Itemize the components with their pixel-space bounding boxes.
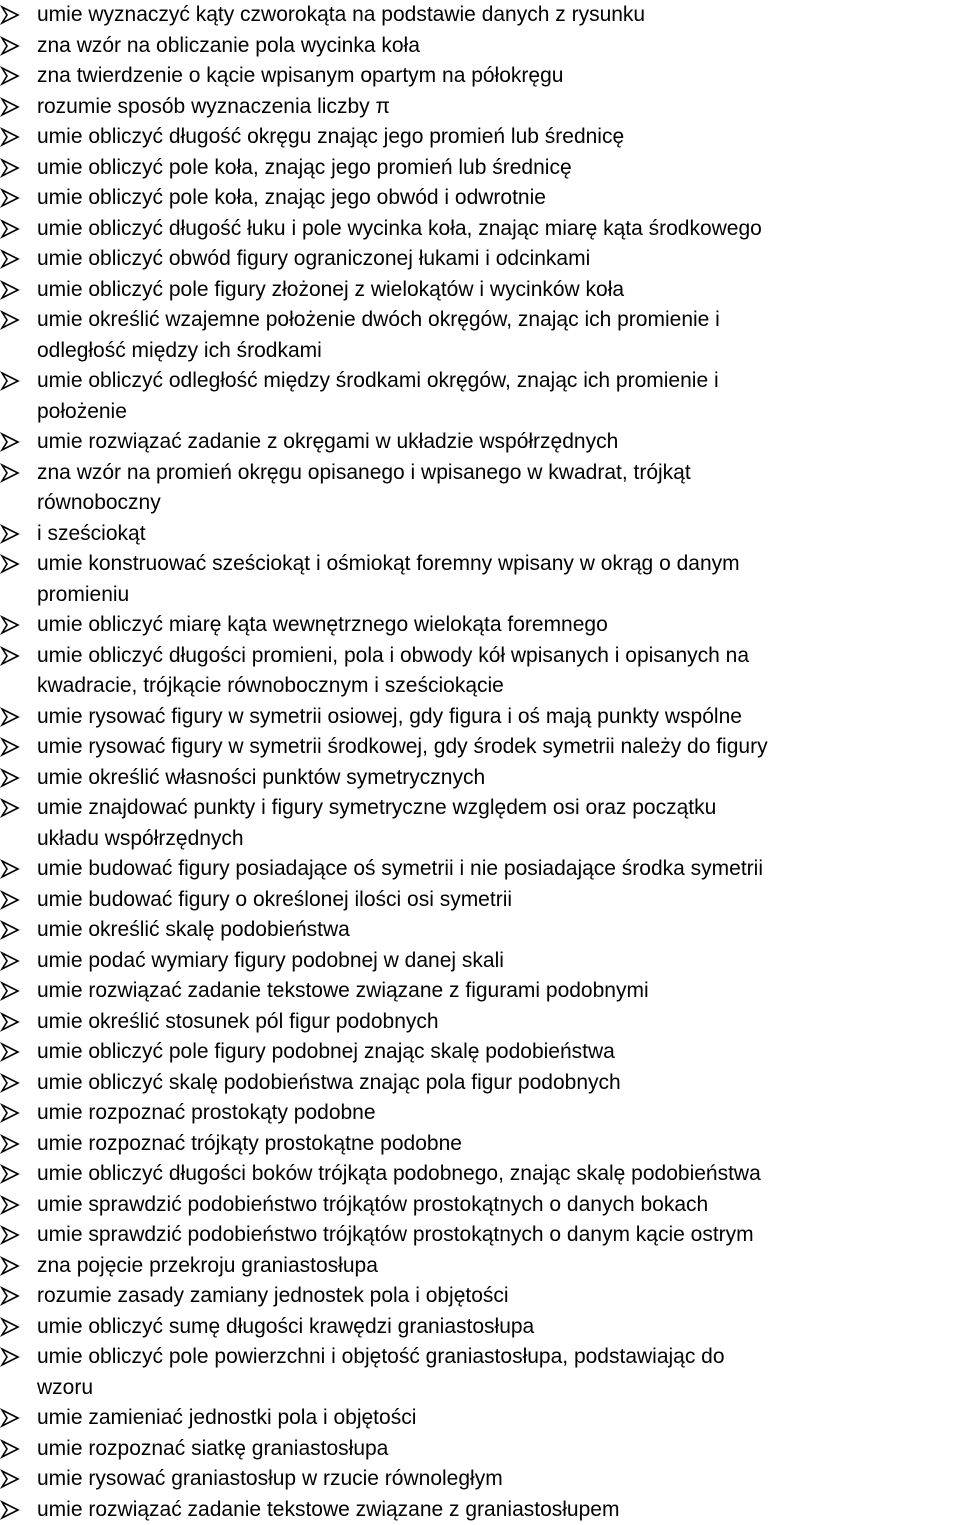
list-item (0, 885, 960, 916)
list-item (0, 92, 960, 123)
arrowhead-bullet-icon (0, 249, 20, 269)
arrowhead-bullet-icon (0, 890, 20, 910)
list-item (0, 549, 960, 580)
arrowhead-bullet-icon (0, 5, 20, 25)
arrowhead-bullet-icon (0, 1103, 20, 1123)
list-item-text: zna twierdzenie o kącie wpisanym opartym na półokręgu (37, 64, 564, 87)
list-item-text: równoboczny (37, 491, 161, 514)
list-item-text: umie sprawdzić podobieństwo trójkątów prostokątnych o danym kącie ostrym (37, 1223, 754, 1246)
list-item-continuation (0, 336, 960, 367)
list-item (0, 1037, 960, 1068)
list-item-continuation (0, 824, 960, 855)
list-item-text: umie określić stosunek pól figur podobnych (37, 1009, 439, 1033)
list-item-text: zna pojęcie przekroju graniastosłupa (37, 1253, 378, 1277)
list-item (0, 31, 960, 62)
arrowhead-bullet-icon (0, 280, 20, 300)
list-item-text: umie określić wzajemne położenie dwóch okręgów, znając ich promienie i (37, 308, 720, 331)
list-item-continuation (0, 1373, 960, 1404)
list-item (0, 702, 960, 733)
arrowhead-bullet-icon (0, 1012, 20, 1032)
arrowhead-bullet-icon (0, 1317, 20, 1337)
list-item-text: umie rozwiązać zadanie tekstowe związane z graniastosłupem (37, 1497, 620, 1521)
arrowhead-bullet-icon (0, 615, 20, 635)
arrowhead-bullet-icon (0, 1286, 20, 1306)
list-item (0, 183, 960, 214)
list-item-continuation (0, 397, 960, 428)
list-item-text: umie określić skalę podobieństwa (37, 918, 350, 941)
arrowhead-bullet-icon (0, 1347, 20, 1367)
list-item-text: promieniu (37, 582, 130, 606)
list-item-text: umie obliczyć odległość między środkami okręgów, znając ich promienie i (37, 369, 719, 392)
list-item (0, 1403, 960, 1434)
arrowhead-bullet-icon (0, 219, 20, 239)
arrowhead-bullet-icon (0, 158, 20, 178)
list-item-text: umie obliczyć pole koła, znając jego promień lub średnicę (37, 155, 572, 179)
list-item (0, 1312, 960, 1343)
arrowhead-bullet-icon (0, 1195, 20, 1215)
list-item-text: umie obliczyć pole figury podobnej znając skalę podobieństwa (37, 1040, 615, 1063)
list-item (0, 214, 960, 245)
list-item (0, 763, 960, 794)
list-item-text: umie obliczyć pole powierzchni i objętość graniastosłupa, podstawiając do (37, 1345, 725, 1368)
list-item (0, 1342, 960, 1373)
list-item-continuation (0, 671, 960, 702)
arrowhead-bullet-icon (0, 1256, 20, 1276)
arrowhead-bullet-icon (0, 463, 20, 483)
arrowhead-bullet-icon (0, 707, 20, 727)
list-item-text: umie obliczyć pole figury złożonej z wielokątów i wycinków koła (37, 277, 625, 301)
list-item-text: umie budować figury o określonej ilości osi symetrii (37, 887, 513, 911)
arrowhead-bullet-icon (0, 371, 20, 391)
list-item-continuation (0, 488, 960, 519)
list-item (0, 1220, 960, 1251)
arrowhead-bullet-icon (0, 981, 20, 1001)
list-item (0, 366, 960, 397)
list-item (0, 1495, 960, 1525)
list-item-text: zna wzór na obliczanie pola wycinka koła (37, 33, 420, 57)
list-item-text: umie rozpoznać siatkę graniastosłupa (37, 1436, 389, 1460)
arrowhead-bullet-icon (0, 432, 20, 452)
list-item-text: umie obliczyć długość okręgu znając jego promień lub średnicę (37, 125, 625, 148)
list-item-text: umie wyznaczyć kąty czworokąta na podstawie danych z rysunku (37, 3, 646, 26)
arrowhead-bullet-icon (0, 920, 20, 940)
arrowhead-bullet-icon (0, 1042, 20, 1062)
arrowhead-bullet-icon (0, 1408, 20, 1428)
list-item (0, 1159, 960, 1190)
list-item (0, 305, 960, 336)
list-item-text: umie obliczyć długości promieni, pola i obwody kół wpisanych i opisanych na (37, 643, 750, 667)
list-item (0, 458, 960, 489)
list-item (0, 976, 960, 1007)
arrowhead-bullet-icon (0, 737, 20, 757)
list-item-text: zna wzór na promień okręgu opisanego i wpisanego w kwadrat, trójkąt (37, 460, 691, 484)
list-item-text: umie rysować graniastosłup w rzucie równoległym (37, 1467, 503, 1490)
list-item-text: umie obliczyć skalę podobieństwa znając pola figur podobnych (37, 1070, 621, 1094)
list-item-text: umie obliczyć długości boków trójkąta podobnego, znając skalę podobieństwa (37, 1162, 761, 1185)
arrowhead-bullet-icon (0, 127, 20, 147)
list-item (0, 915, 960, 946)
list-item-text: umie konstruować sześciokąt i ośmiokąt foremny wpisany w okrąg o danym (37, 552, 740, 575)
list-item (0, 427, 960, 458)
list-item-text: rozumie zasady zamiany jednostek pola i objętości (37, 1284, 509, 1307)
list-item-text: umie rozpoznać trójkąty prostokątne podobne (37, 1131, 462, 1155)
list-item-text: umie rozwiązać zadanie z okręgami w układzie współrzędnych (37, 430, 619, 453)
list-item (0, 275, 960, 306)
list-item (0, 1251, 960, 1282)
list-item (0, 610, 960, 641)
arrowhead-bullet-icon (0, 951, 20, 971)
list-item-text: umie obliczyć sumę długości krawędzi graniastosłupa (37, 1314, 535, 1338)
list-item-text: położenie (37, 399, 127, 423)
list-item-text: wzoru (37, 1375, 94, 1399)
list-item (0, 1434, 960, 1465)
list-item (0, 732, 960, 763)
list-item (0, 61, 960, 92)
arrowhead-bullet-icon (0, 554, 20, 574)
list-item (0, 1007, 960, 1038)
list-item (0, 641, 960, 672)
arrowhead-bullet-icon (0, 768, 20, 788)
arrowhead-bullet-icon (0, 1164, 20, 1184)
list-item (0, 122, 960, 153)
list-item (0, 1068, 960, 1099)
list-item-text: kwadracie, trójkącie równobocznym i sześciokącie (37, 674, 504, 697)
list-item-text: umie obliczyć pole koła, znając jego obwód i odwrotnie (37, 186, 546, 209)
arrowhead-bullet-icon (0, 36, 20, 56)
list-item-text: umie rozpoznać prostokąty podobne (37, 1101, 376, 1124)
list-item-text: i sześciokąt (37, 521, 146, 545)
list-item (0, 793, 960, 824)
list-item (0, 854, 960, 885)
list-item-text: układu współrzędnych (37, 826, 244, 850)
list-item-text: umie sprawdzić podobieństwo trójkątów prostokątnych o danych bokach (37, 1192, 709, 1216)
arrowhead-bullet-icon (0, 1134, 20, 1154)
list-item (0, 946, 960, 977)
arrowhead-bullet-icon (0, 1073, 20, 1093)
arrowhead-bullet-icon (0, 188, 20, 208)
list-item-text: umie budować figury posiadające oś symetrii i nie posiadające środka symetrii (37, 857, 764, 880)
arrowhead-bullet-icon (0, 66, 20, 86)
list-item-text: umie rysować figury w symetrii osiowej, gdy figura i oś mają punkty wspólne (37, 704, 742, 728)
list-item-text: umie rozwiązać zadanie tekstowe związane z figurami podobnymi (37, 979, 649, 1002)
list-item-text: odległość między ich środkami (37, 338, 322, 362)
list-item-text: umie zamieniać jednostki pola i objętości (37, 1406, 417, 1429)
list-item-text: umie określić własności punktów symetrycznych (37, 765, 486, 789)
arrowhead-bullet-icon (0, 1439, 20, 1459)
list-item-text: umie obliczyć miarę kąta wewnętrznego wielokąta foremnego (37, 613, 608, 636)
list-item-text: umie obliczyć obwód figury ograniczonej łukami i odcinkami (37, 247, 591, 270)
arrowhead-bullet-icon (0, 1225, 20, 1245)
list-item (0, 1464, 960, 1495)
list-item (0, 0, 960, 31)
list-item (0, 1098, 960, 1129)
list-item (0, 519, 960, 550)
arrowhead-bullet-icon (0, 798, 20, 818)
list-item (0, 1129, 960, 1160)
list-item (0, 244, 960, 275)
list-item-text: umie obliczyć długość łuku i pole wycinka koła, znając miarę kąta środkowego (37, 216, 762, 240)
list-item-text: umie znajdować punkty i figury symetryczne względem osi oraz początku (37, 796, 717, 819)
arrowhead-bullet-icon (0, 97, 20, 117)
arrowhead-bullet-icon (0, 646, 20, 666)
list-item-text: rozumie sposób wyznaczenia liczby π (37, 94, 390, 118)
arrowhead-bullet-icon (0, 524, 20, 544)
arrowhead-bullet-icon (0, 310, 20, 330)
list-item (0, 1190, 960, 1221)
list-item (0, 1281, 960, 1312)
list-item-text: umie podać wymiary figury podobnej w danej skali (37, 948, 504, 972)
list-item (0, 153, 960, 184)
arrowhead-bullet-icon (0, 1469, 20, 1489)
list-item-continuation (0, 580, 960, 611)
arrowhead-bullet-icon (0, 859, 20, 879)
arrowhead-bullet-icon (0, 1500, 20, 1520)
list-item-text: umie rysować figury w symetrii środkowej, gdy środek symetrii należy do figury (37, 735, 768, 758)
